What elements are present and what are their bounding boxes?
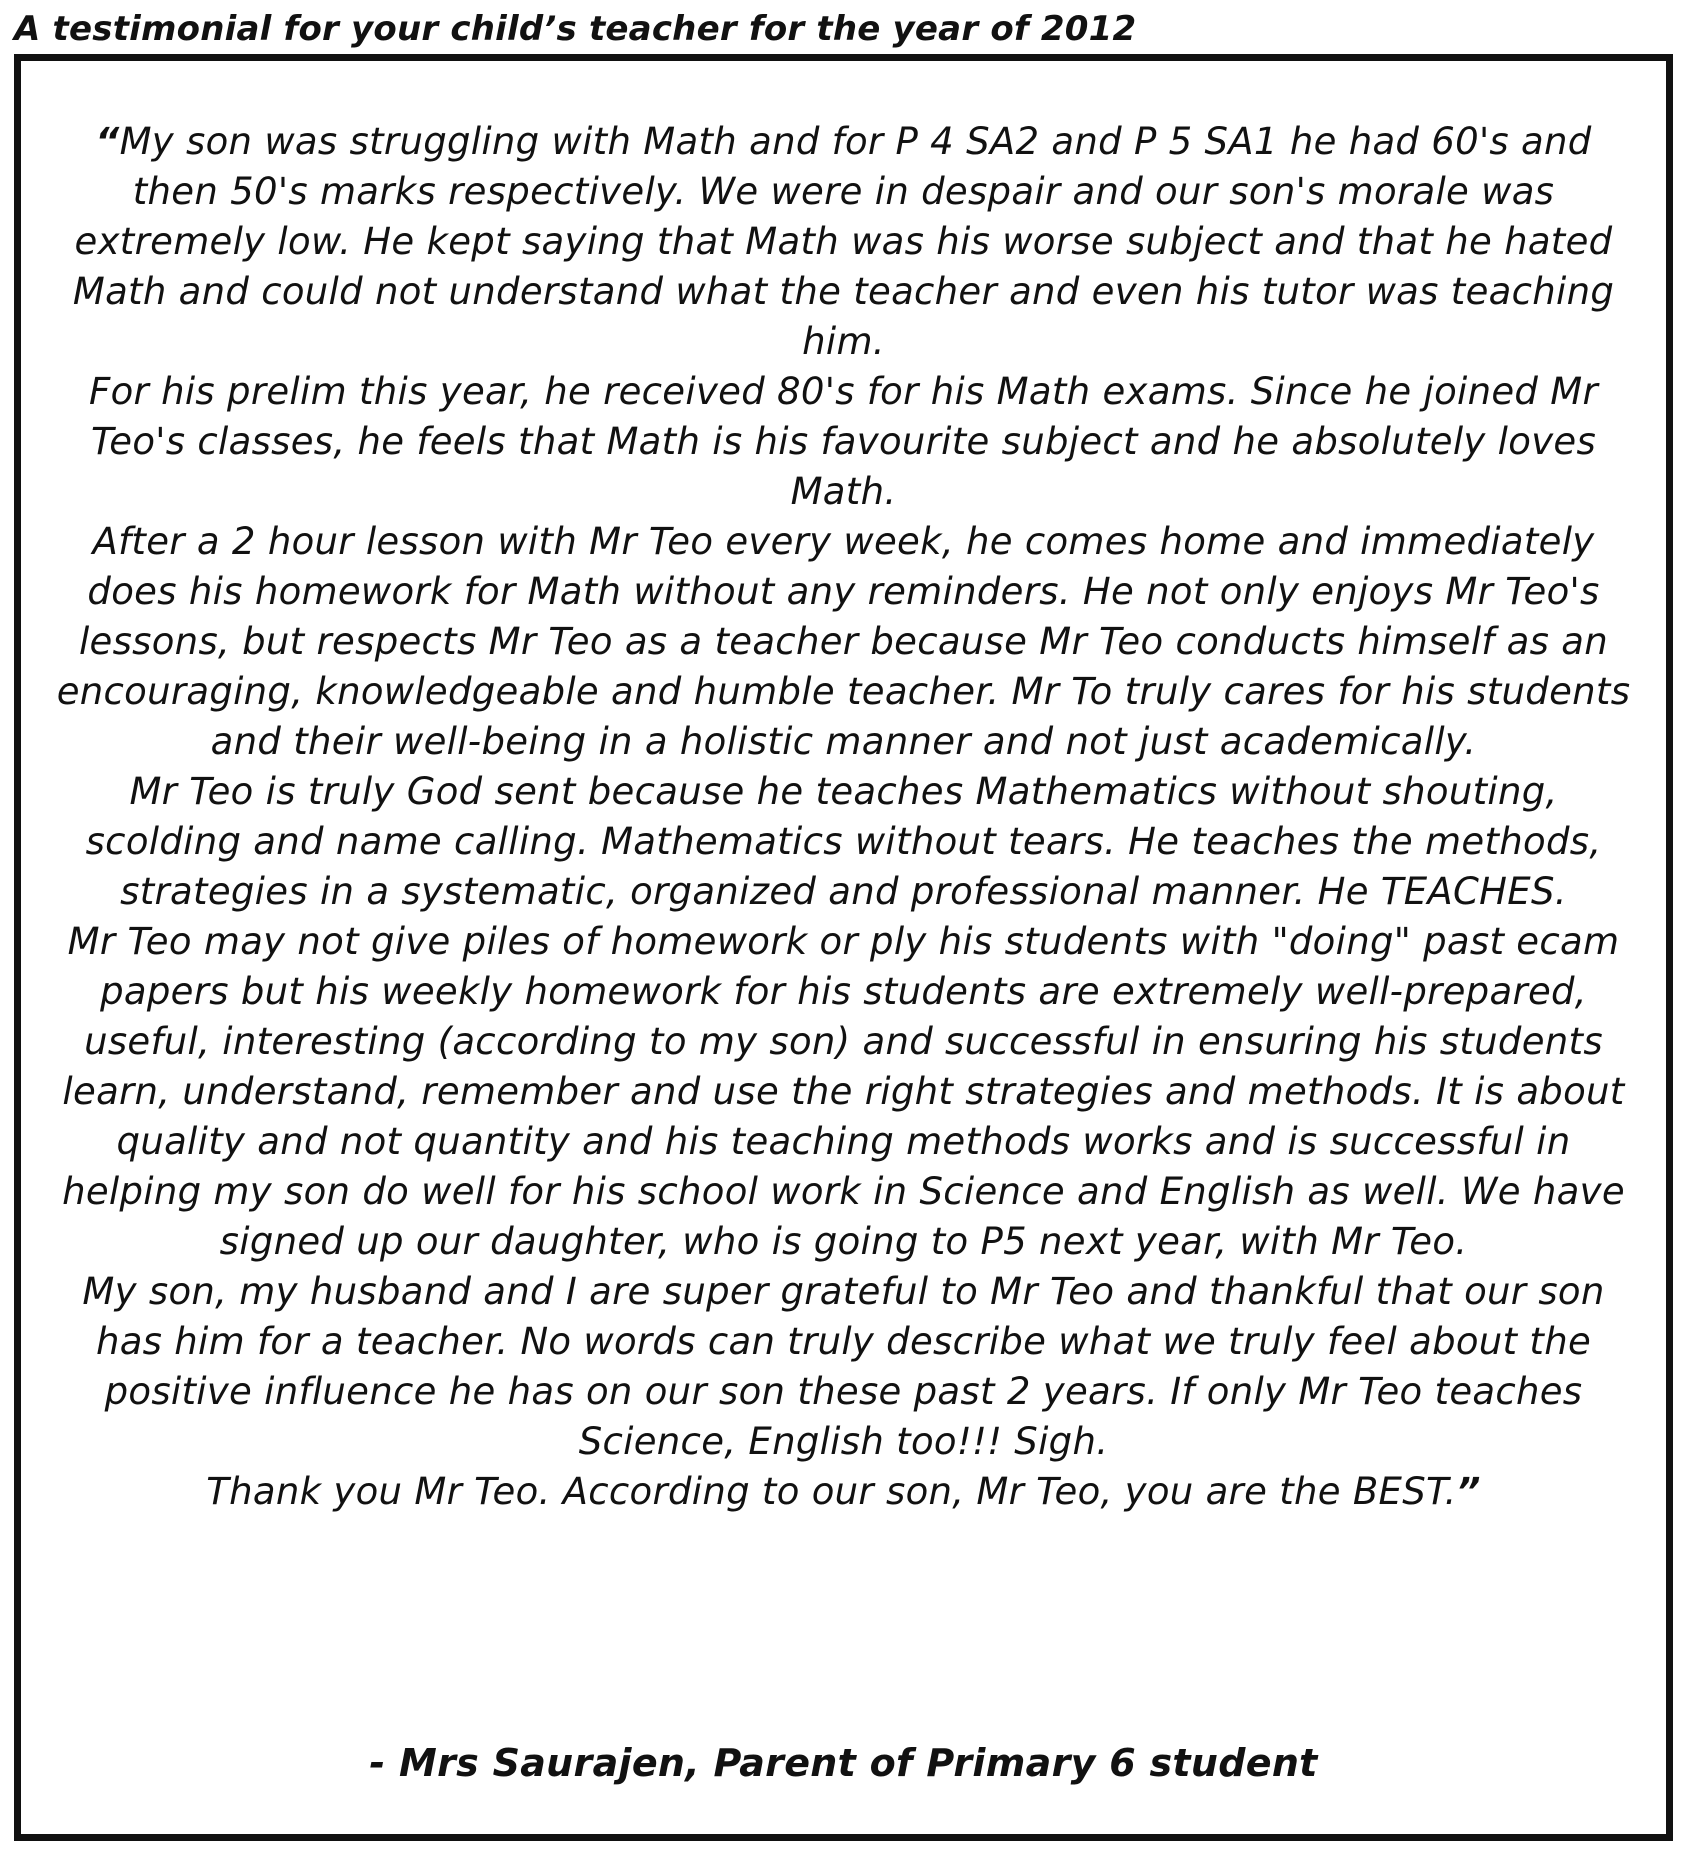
testimonial-quote <box>51 117 1636 1517</box>
paragraph-text: Thank you Mr Teo. According to our son, Mr Teo, you are the BEST. <box>206 1470 1457 1513</box>
paragraph-text: Mr Teo may not give piles of homework or ply his students with "doing" past ecam papers but his weekly homework for his students are extremely well-prepared, useful, interesting (according to my son) and successful in ensuring his students learn, understand, remember and use the right strategies and methods. It is about quality and not quantity and his teaching methods works and is successful in helping my son do well for his school work in Science and English as well. We have signed up our daughter, who is going to P5 next year, with Mr Teo. <box>62 920 1625 1263</box>
testimonial-box <box>14 54 1673 1841</box>
paragraph-text: My son, my husband and I are super grateful to Mr Teo and thankful that our son has him for a teacher. No words can truly describe what we truly feel about the positive influence he has on our son these past 2 years. If only Mr Teo teaches Science, English too!!! Sigh. <box>82 1270 1605 1463</box>
testimonial-paragraph-5 <box>51 917 1636 1267</box>
paragraph-text: My son was struggling with Math and for P 4 SA2 and P 5 SA1 he had 60's and then 50's marks respectively. We were in despair and our son's morale was extremely low. He kept saying that Math was his worse subject and that he hated Math and could not understand what the teacher and even his tutor was teaching him. <box>72 120 1615 363</box>
paragraph-text: Mr Teo is truly God sent because he teaches Mathematics without shouting, scolding and name calling. Mathematics without tears. He teaches the methods, strategies in a systematic, organized and professional manner. He TEACHES. <box>85 770 1602 913</box>
testimonial-paragraph-1 <box>51 117 1636 367</box>
paragraph-text: For his prelim this year, he received 80's for his Math exams. Since he joined Mr Teo's classes, he feels that Math is his favourite subject and he absolutely loves Math. <box>88 370 1598 513</box>
testimonial-paragraph-2 <box>51 367 1636 517</box>
page-heading: A testimonial for your child’s teacher for the year of 2012 <box>14 9 1137 49</box>
open-quote-mark: “ <box>95 120 120 163</box>
testimonial-paragraph-4 <box>51 767 1636 917</box>
testimonial-paragraph-3 <box>51 517 1636 767</box>
attribution: - Mrs Saurajen, Parent of Primary 6 student <box>369 1741 1318 1785</box>
paragraph-text: After a 2 hour lesson with Mr Teo every week, he comes home and immediately does his homework for Math without any reminders. He not only enjoys Mr Teo's lessons, but respects Mr Teo as a teacher because Mr Teo conducts himself as an encouraging, knowledgeable and humble teacher. Mr To truly cares for his students and their well-being in a holistic manner and not just academically. <box>56 520 1631 763</box>
testimonial-paragraph-7 <box>51 1467 1636 1517</box>
testimonial-paragraph-6 <box>51 1267 1636 1467</box>
close-quote-mark: ” <box>1456 1470 1481 1513</box>
